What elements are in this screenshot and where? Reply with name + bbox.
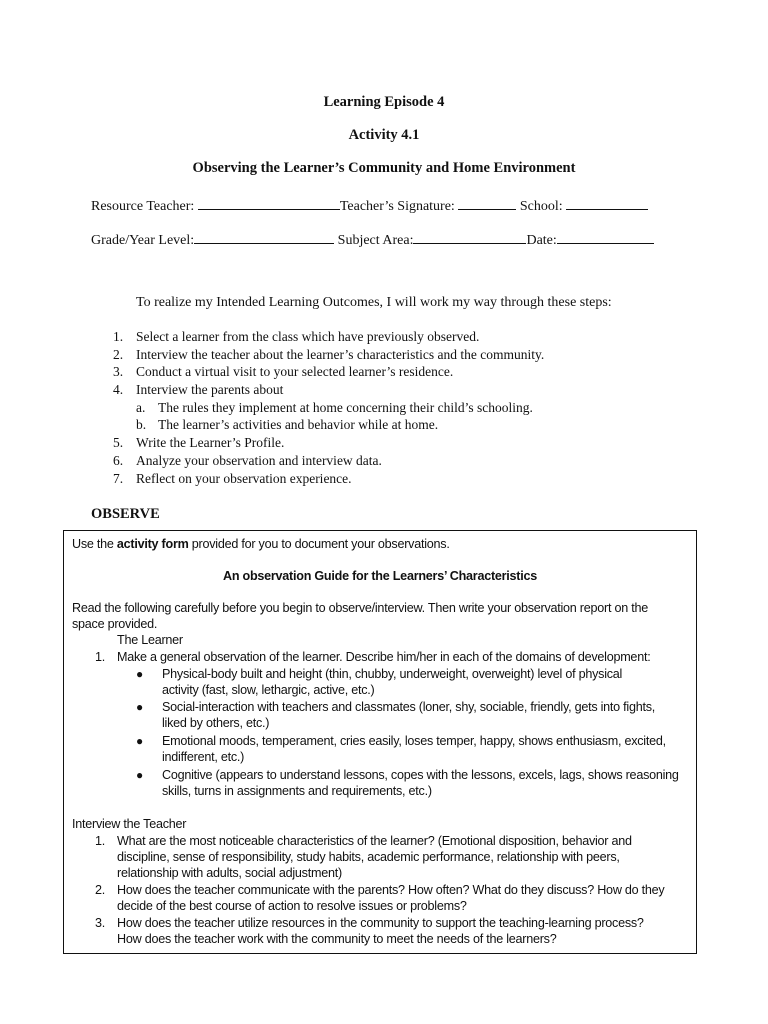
bullet-icon: ● xyxy=(136,667,143,681)
school-label: School: xyxy=(519,199,563,214)
read-instruction-line: Read the following carefully before you begin to observe/interview. Then write your observation report on the xyxy=(72,601,648,615)
list-item: 1. Select a learner from the class which have previously observed. xyxy=(113,329,480,344)
list-subitem: b. The learner’s activities and behavior while at home. xyxy=(136,417,439,433)
date-blank[interactable] xyxy=(557,229,654,244)
question-line: relationship with adults, social adjustment) xyxy=(117,866,342,880)
bullet-icon: ● xyxy=(136,768,143,782)
form-row-grade xyxy=(91,229,654,249)
episode-heading: Learning Episode 4 xyxy=(323,94,445,110)
question-line: How does the teacher communicate with the parents? How often? What do they discuss? How do they xyxy=(117,883,665,897)
steps-list xyxy=(113,328,544,487)
domain-bullet-line: Social-interaction with teachers and classmates (loner, shy, sociable, friendly, gets into fights, xyxy=(162,700,656,714)
list-item: 4. Interview the parents about xyxy=(113,382,284,398)
date-label: Date: xyxy=(526,233,557,248)
subject-blank[interactable] xyxy=(413,229,526,244)
list-item: 7. Reflect on your observation experience. xyxy=(113,470,352,486)
grade-blank[interactable] xyxy=(194,229,334,244)
form-row-teacher xyxy=(91,195,648,215)
guide-title: An observation Guide for the Learners’ Characteristics xyxy=(222,569,538,583)
teacher-interview-heading: Interview the Teacher xyxy=(72,817,187,831)
subject-label: Subject Area: xyxy=(337,233,414,248)
learner-item-number: 1. xyxy=(95,650,106,664)
question-number: 1. xyxy=(95,834,106,848)
grade-label: Grade/Year Level: xyxy=(91,233,195,248)
learner-item-text: Make a general observation of the learner. Describe him/her in each of the domains of development: xyxy=(117,650,651,664)
domain-bullet-line: Emotional moods, temperament, cries easily, loses temper, happy, shows enthusiasm, excited, xyxy=(162,734,666,748)
resource-teacher-label: Resource Teacher: xyxy=(91,199,195,214)
list-item: 2. Interview the teacher about the learner’s characteristics and the community. xyxy=(113,346,545,362)
activity-heading: Activity 4.1 xyxy=(348,127,420,143)
domain-bullet-line: indifferent, etc.) xyxy=(162,750,245,764)
question-number: 3. xyxy=(95,916,106,930)
observation-guide-box xyxy=(63,530,697,954)
list-subitem: a. The rules they implement at home concerning their child’s schooling. xyxy=(136,399,533,415)
list-item: 6. Analyze your observation and interview data. xyxy=(113,452,382,468)
resource-teacher-blank[interactable] xyxy=(198,195,340,210)
list-item: 3. Conduct a virtual visit to your selected learner’s residence. xyxy=(113,364,454,380)
domain-bullet-line: Physical-body built and height (thin, chubby, underweight, overweight) level of physical xyxy=(162,667,623,681)
domain-bullet-line: skills, turns in assignments and requirements, etc.) xyxy=(162,784,432,798)
read-instruction-line: space provided. xyxy=(72,617,158,631)
domain-bullet-line: activity (fast, slow, lethargic, active, etc.) xyxy=(162,683,375,697)
learner-heading: The Learner xyxy=(117,633,183,647)
list-item: 5. Write the Learner’s Profile. xyxy=(113,435,285,451)
activity-form-note: Use the activity form provided for you to document your observations. xyxy=(72,537,450,551)
bullet-icon: ● xyxy=(136,700,143,714)
question-line: decide of the best course of action to resolve issues or problems? xyxy=(117,899,467,913)
signature-blank[interactable] xyxy=(458,195,516,210)
question-line: How does the teacher work with the community to meet the needs of the learners? xyxy=(117,932,557,946)
intro-text: To realize my Intended Learning Outcomes, I will work my way through these steps: xyxy=(136,295,612,310)
school-blank[interactable] xyxy=(566,195,648,210)
domain-bullet-line: liked by others, etc.) xyxy=(162,716,270,730)
page-title: Observing the Learner’s Community and Home Environment xyxy=(192,160,576,176)
domain-bullet-line: Cognitive (appears to understand lessons, copes with the lessons, excels, lags, shows reasoning xyxy=(162,768,679,782)
question-line: How does the teacher utilize resources in the community to support the teaching-learning process? xyxy=(117,916,644,930)
signature-label: Teacher’s Signature: xyxy=(339,199,455,214)
question-line: discipline, sense of responsibility, study habits, academic performance, relationship with peers, xyxy=(117,850,620,864)
question-line: What are the most noticeable characteristics of the learner? (Emotional disposition, behavior and xyxy=(117,834,632,848)
observe-heading: OBSERVE xyxy=(91,506,160,522)
bullet-icon: ● xyxy=(136,734,143,748)
question-number: 2. xyxy=(95,883,106,897)
